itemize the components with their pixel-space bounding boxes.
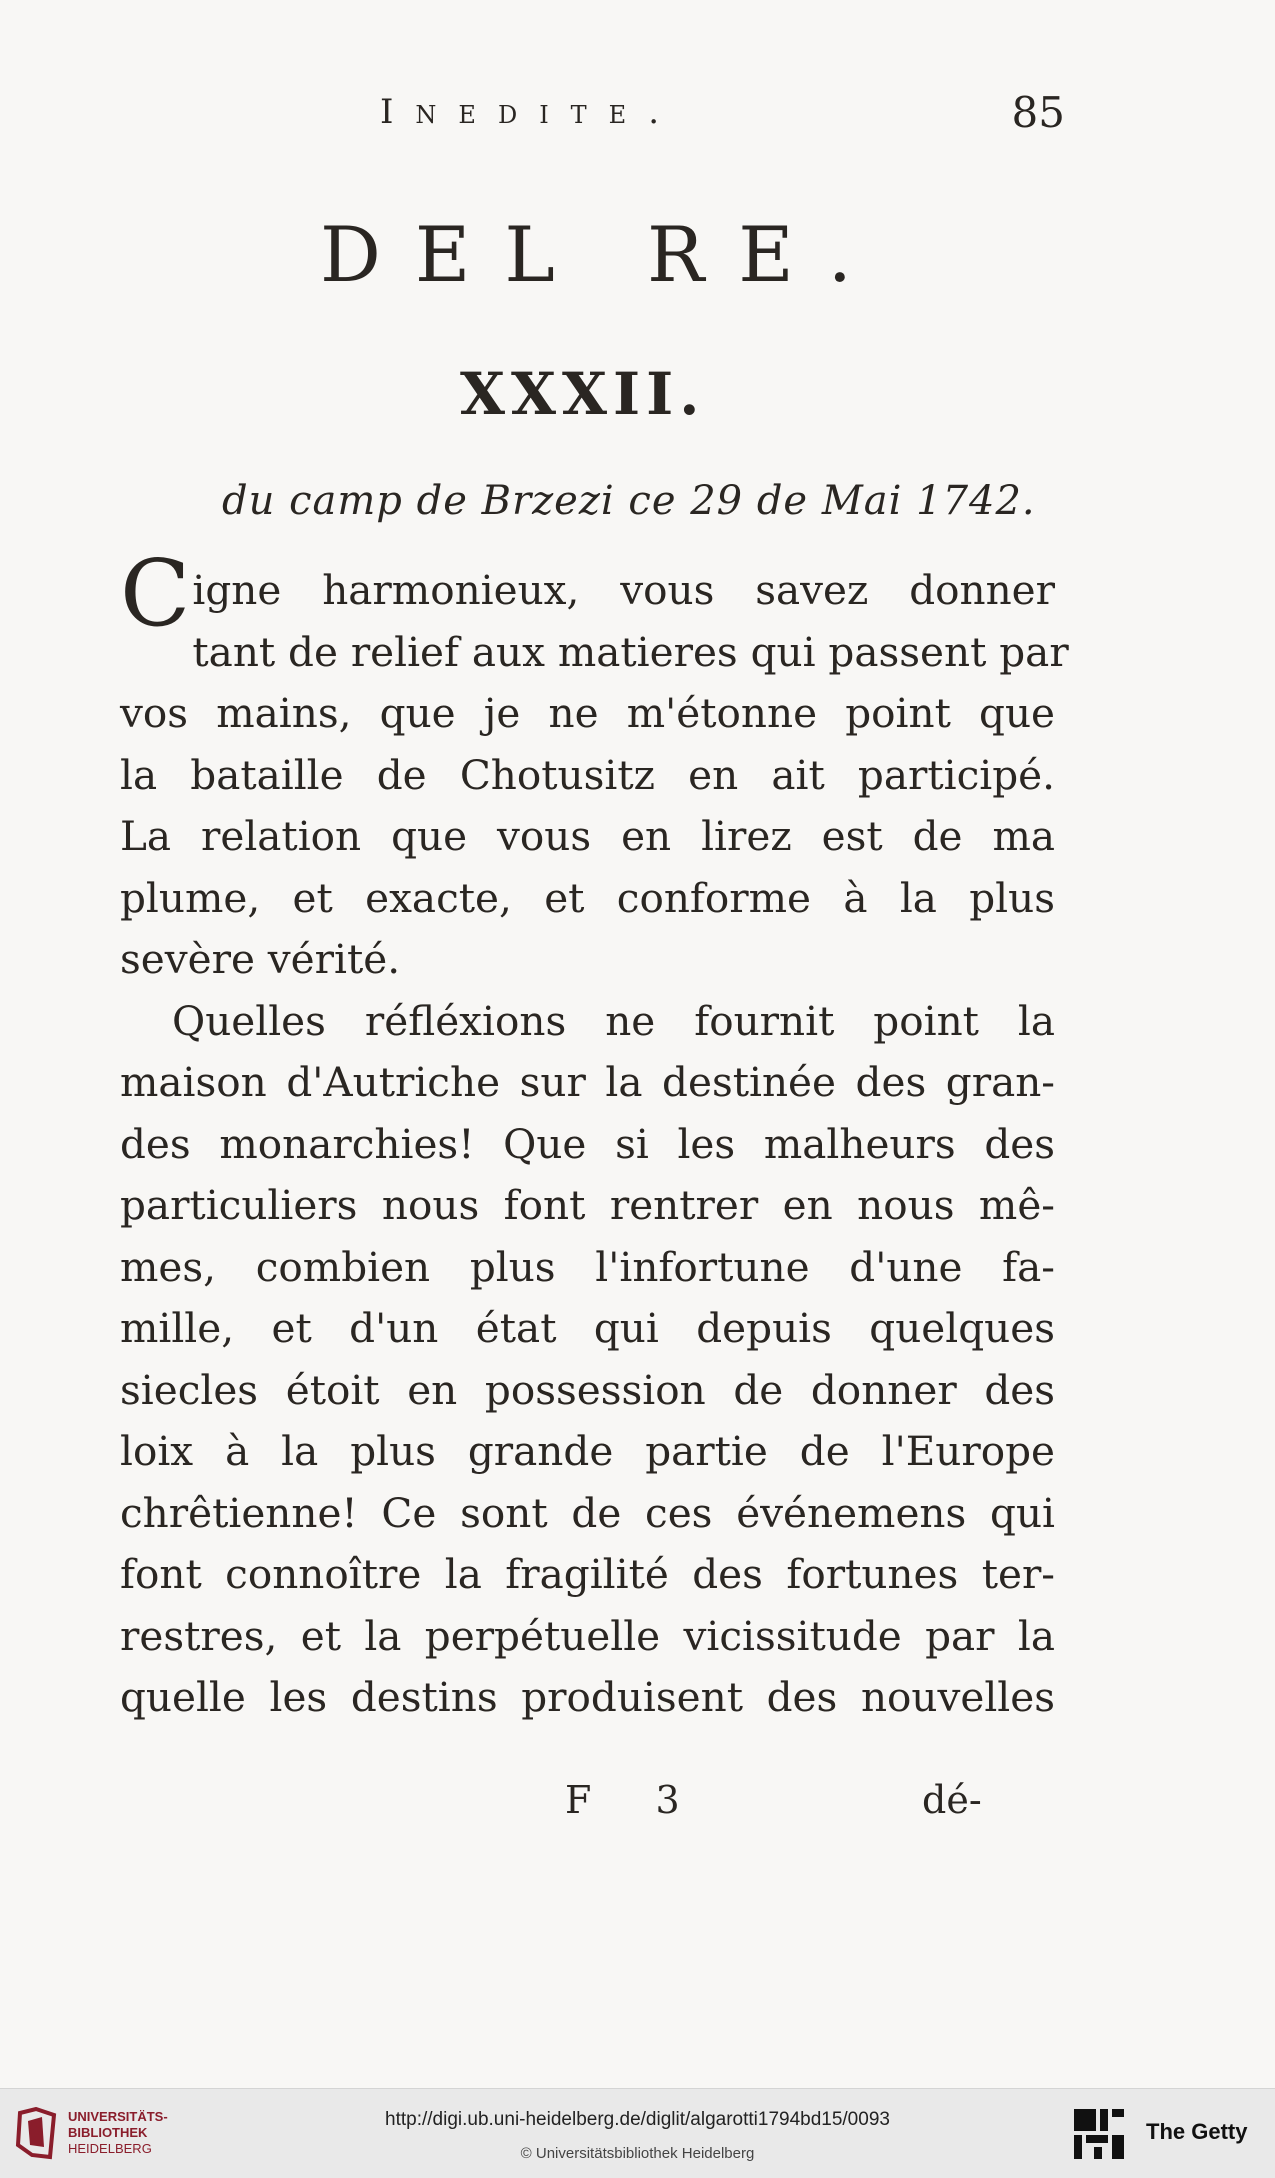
text-line: Quelles réfléxions ne fournit point la xyxy=(172,996,1055,1045)
text-line: mes, combien plus l'infortune d'une fa- xyxy=(120,1242,1055,1291)
permalink[interactable]: http://digi.ub.uni-heidelberg.de/diglit/algarotti1794bd15/0093 xyxy=(385,2109,890,2130)
text-line: vos mains, que je ne m'étonne point que xyxy=(120,689,1055,737)
partner-name: The Getty xyxy=(1146,2119,1248,2144)
letter-number: XXXII. xyxy=(460,360,706,428)
text-line: plume, et exacte, et conforme à la plus xyxy=(120,873,1055,922)
text-line: igne harmonieux, vous savez donner xyxy=(192,566,1055,614)
letter-title: DEL RE. xyxy=(320,210,886,299)
text-line: font connoître la fragilité des fortunes ter- xyxy=(120,1550,1055,1598)
page-number: 85 xyxy=(1011,88,1065,137)
text-line: mille, et d'un état qui depuis quelques xyxy=(120,1304,1055,1352)
text-line: des monarchies! Que si les malheurs des xyxy=(120,1119,1055,1168)
text-line: quelle les destins produisent des nouvelles xyxy=(120,1673,1055,1721)
text-line: loix à la plus grande partie de l'Europe xyxy=(120,1427,1055,1475)
text-line: chrêtienne! Ce sont de ces événemens qui xyxy=(120,1488,1055,1537)
catchword: dé- xyxy=(922,1778,982,1822)
text-line: particuliers nous font rentrer en nous mê- xyxy=(120,1181,1055,1229)
text-line: la bataille de Chotusitz en ait participé. xyxy=(120,750,1055,799)
text-line: restres, et la perpétuelle vicissitude par la xyxy=(120,1611,1055,1660)
drop-cap: C xyxy=(120,540,191,647)
library-name: UNIVERSITÄTS- BIBLIOTHEK HEIDELBERG xyxy=(68,2109,168,2156)
viewer-footer xyxy=(0,2088,1275,2178)
text-line: La relation que vous en lirez est de ma xyxy=(120,812,1055,860)
text-line: siecles étoit en possession de donner des xyxy=(120,1365,1055,1414)
letter-body xyxy=(120,540,1069,1729)
text-line: sevère vérité. xyxy=(120,935,401,983)
letter-dateline: du camp de Brzezi ce 29 de Mai 1742. xyxy=(222,478,1036,524)
text-line: tant de relief aux matieres qui passent par xyxy=(192,627,1069,676)
running-head: Inedite. xyxy=(380,92,682,132)
signature-mark: F 3 xyxy=(565,1778,706,1822)
text-line: maison d'Autriche sur la destinée des gran- xyxy=(120,1058,1055,1106)
getty-logo-icon xyxy=(1072,2107,1126,2161)
copyright-notice: © Universitätsbibliothek Heidelberg xyxy=(520,2145,755,2162)
